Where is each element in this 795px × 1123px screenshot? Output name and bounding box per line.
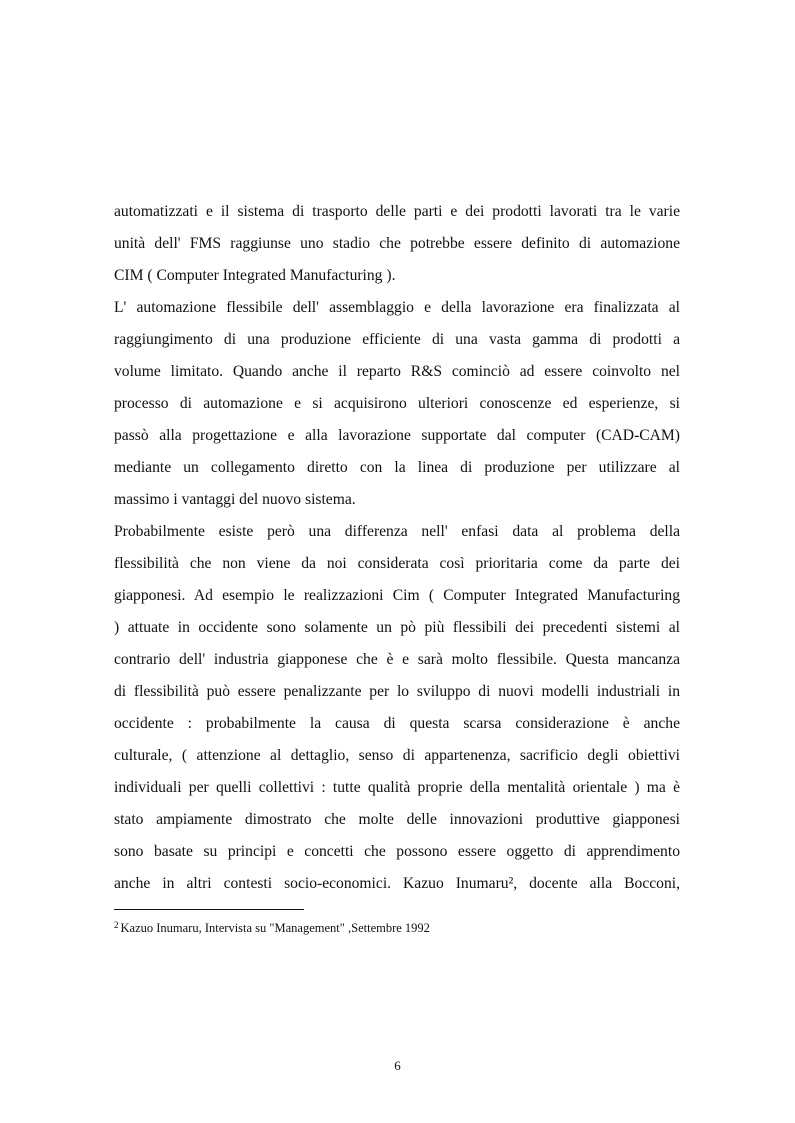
footnote — [114, 917, 430, 936]
text-line: volume limitato. Quando anche il reparto R&S cominciò ad essere coinvolto nel — [114, 363, 680, 380]
text-line: raggiungimento di una produzione efficiente di una vasta gamma di prodotti a — [114, 331, 680, 348]
text-line: di flessibilità può essere penalizzante per lo sviluppo di nuovi modelli industriali in — [114, 683, 680, 700]
text-line: giapponesi. Ad esempio le realizzazioni Cim ( Computer Integrated Manufacturing — [114, 587, 680, 604]
text-line: ) attuate in occidente sono solamente un pò più flessibili dei precedenti sistemi al — [114, 619, 680, 636]
text-line: Probabilmente esiste però una differenza nell' enfasi data al problema della — [114, 523, 680, 540]
text-line: massimo i vantaggi del nuovo sistema. — [114, 491, 356, 508]
text-line: culturale, ( attenzione al dettaglio, senso di appartenenza, sacrificio degli obiettivi — [114, 747, 680, 764]
text-line: flessibilità che non viene da noi considerata così prioritaria come da parte dei — [114, 555, 680, 572]
text-line: mediante un collegamento diretto con la linea di produzione per utilizzare al — [114, 459, 680, 476]
text-line: L' automazione flessibile dell' assemblaggio e della lavorazione era finalizzata al — [114, 299, 680, 316]
text-line: automatizzati e il sistema di trasporto delle parti e dei prodotti lavorati tra le varie — [114, 203, 680, 220]
page-number: 6 — [394, 1058, 401, 1073]
text-line: occidente : probabilmente la causa di questa scarsa considerazione è anche — [114, 715, 680, 732]
text-line: sono basate su principi e concetti che possono essere oggetto di apprendimento — [114, 843, 680, 860]
text-line: CIM ( Computer Integrated Manufacturing ). — [114, 267, 396, 284]
text-line: passò alla progettazione e alla lavorazione supportate dal computer (CAD-CAM) — [114, 427, 680, 444]
text-line: anche in altri contesti socio-economici. Kazuo Inumaru², docente alla Bocconi, — [114, 875, 680, 892]
footnote-text: Kazuo Inumaru, Intervista su "Management" ,Settembre 1992 — [120, 921, 430, 935]
text-line: stato ampiamente dimostrato che molte delle innovazioni produttive giapponesi — [114, 811, 680, 828]
text-line: processo di automazione e si acquisirono ulteriori conoscenze ed esperienze, si — [114, 395, 680, 412]
text-line: individuali per quelli collettivi : tutte qualità proprie della mentalità orientale ) ma è — [114, 779, 680, 796]
text-line: unità dell' FMS raggiunse uno stadio che potrebbe essere definito di automazione — [114, 235, 680, 252]
text-line: contrario dell' industria giapponese che è e sarà molto flessibile. Questa mancanza — [114, 651, 680, 668]
footnote-marker: 2 — [114, 920, 119, 930]
footnote-divider — [114, 909, 304, 910]
